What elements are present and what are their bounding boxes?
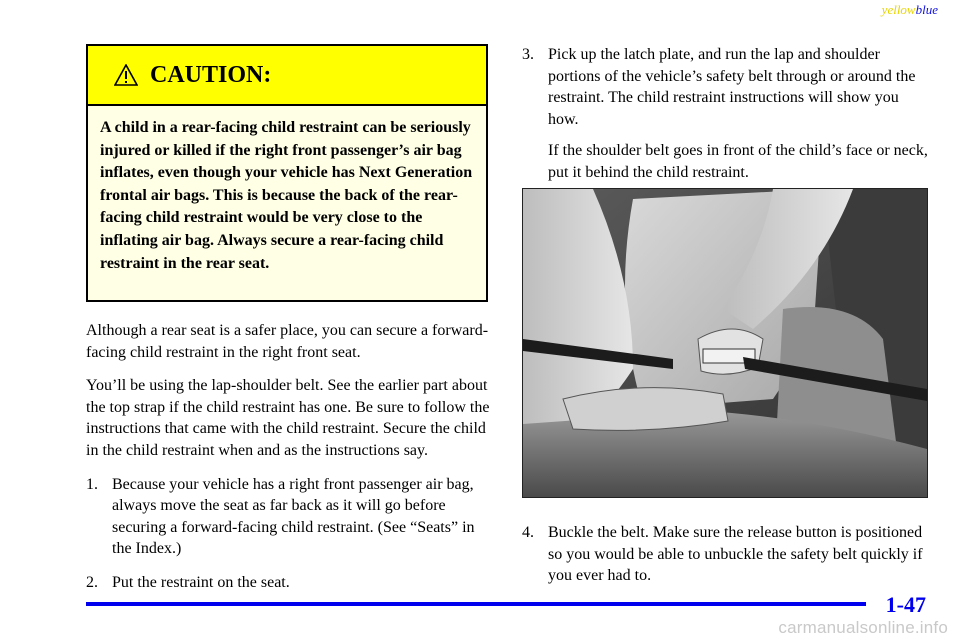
watermark: carmanualsonline.info	[778, 618, 948, 637]
paragraph-1: Although a rear seat is a safer place, you can secure a forward-facing child restraint in the right front seat.	[86, 322, 489, 361]
step-text: Pick up the latch plate, and run the lap and shoulder portions of the vehicle’s safety belt through or around the restraint. The child restraint instructions will show you how.	[548, 46, 916, 128]
step-1	[86, 474, 496, 560]
left-column	[86, 320, 496, 606]
caution-box	[86, 44, 488, 302]
caution-header	[88, 46, 486, 106]
page-number: 1-47	[885, 592, 926, 617]
step-3-note: If the shoulder belt goes in front of the child’s face or neck, put it behind the child restraint.	[548, 142, 928, 181]
step-4-item	[522, 522, 932, 587]
photo-illustration	[523, 189, 927, 497]
step-2	[86, 572, 496, 594]
right-column	[522, 44, 932, 184]
step-4	[522, 522, 932, 599]
seat-belt-photo	[522, 188, 928, 498]
step-number: 4.	[522, 524, 534, 541]
step-3	[522, 44, 932, 130]
paragraph-2: You’ll be using the lap-shoulder belt. See the earlier part about the top strap if the child restraint has one. Be sure to follow the instructions that came with the child restraint. Secure the child in the child restraint when and as the instructions say.	[86, 377, 490, 459]
step-number: 1.	[86, 475, 98, 493]
page-color-marker	[882, 2, 938, 18]
step-number: 2.	[86, 573, 98, 591]
marker-blue: blue	[915, 2, 938, 17]
caution-title: CAUTION:	[150, 62, 272, 88]
caution-text: A child in a rear-facing child restraint can be seriously injured or killed if the right front passenger’s air bag inflates, even though your vehicle has Next Generation frontal air bags. This is because the back of the rear-facing child restraint would be very close to the inflating air bag. Always secure a rear-facing child restraint in the rear seat.	[100, 119, 473, 272]
step-number: 3.	[522, 46, 534, 63]
step-text: Because your vehicle has a right front passenger air bag, always move the seat as far back as it will go before securing a forward-facing child restraint. (See “Seats” in the Index.)	[112, 475, 475, 558]
footer-rule	[86, 602, 866, 606]
step-text: Put the restraint on the seat.	[112, 573, 290, 591]
step-text: Buckle the belt. Make sure the release button is positioned so you would be able to unbuckle the safety belt quickly if you ever had to.	[548, 524, 923, 585]
warning-triangle-icon	[114, 64, 138, 86]
marker-yellow: yellow	[881, 2, 916, 17]
